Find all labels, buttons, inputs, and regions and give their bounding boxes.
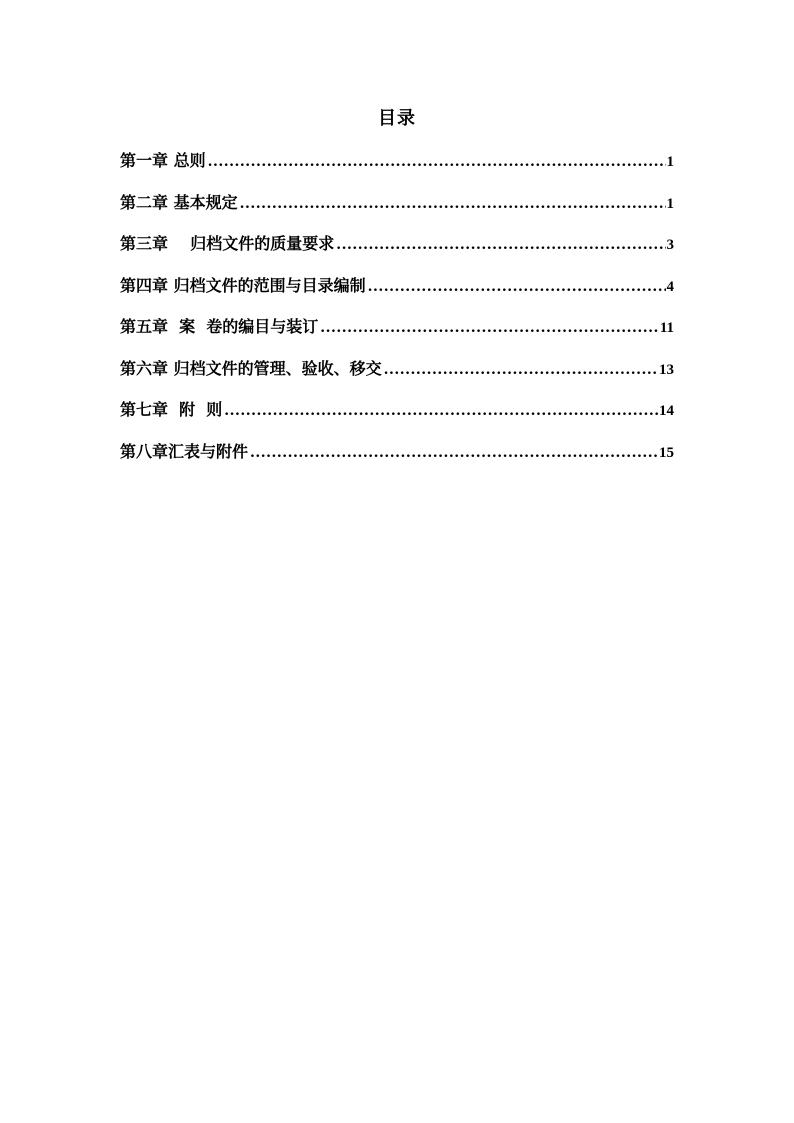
toc-entry-chapter-8[interactable] <box>120 439 674 481</box>
toc-entry-label: 第二章 基本规定 <box>120 192 238 212</box>
toc-entry-chapter-3[interactable] <box>120 231 674 273</box>
toc-entry-page-number: 1 <box>666 195 674 212</box>
toc-entry-label: 第一章 总则 <box>120 151 206 170</box>
toc-entry-page-number: 13 <box>659 361 674 378</box>
toc-entry-chapter-6[interactable] <box>120 356 674 398</box>
toc-entry-page-number: 1 <box>666 154 674 170</box>
dot-leader <box>208 154 666 170</box>
dot-leader <box>336 237 665 253</box>
toc-entry-chapter-2[interactable] <box>120 190 674 232</box>
dot-leader <box>224 403 658 419</box>
toc-entry-page-number: 11 <box>659 320 674 336</box>
toc-entry-label: 第七章 附 则 <box>120 400 223 419</box>
toc-entry-chapter-4[interactable] <box>120 273 674 315</box>
toc-entry-page-number: 15 <box>659 444 674 461</box>
dot-leader <box>240 196 666 212</box>
dot-leader <box>320 320 659 336</box>
toc-entry-page-number: 4 <box>666 278 674 295</box>
dot-leader <box>250 445 658 461</box>
toc-entry-chapter-7[interactable] <box>120 397 674 439</box>
toc-entry-page-number: 3 <box>666 237 674 253</box>
dot-leader <box>384 362 658 378</box>
toc-entry-label: 第八章汇表与附件 <box>120 441 249 461</box>
toc-entry-label: 第六章 归档文件的管理、验收、移交 <box>120 358 382 378</box>
toc-title: 目录 <box>378 108 416 129</box>
toc-entry-chapter-5[interactable] <box>120 314 674 356</box>
toc-entry-page-number: 14 <box>659 403 674 419</box>
table-of-contents <box>120 148 674 480</box>
toc-entry-label: 第五章 案 卷的编目与装订 <box>120 317 319 336</box>
toc-entry-chapter-1[interactable] <box>120 148 674 190</box>
toc-entry-label: 第三章 归档文件的质量要求 <box>120 234 335 253</box>
dot-leader <box>368 279 666 295</box>
toc-entry-label: 第四章 归档文件的范围与目录编制 <box>120 275 366 295</box>
